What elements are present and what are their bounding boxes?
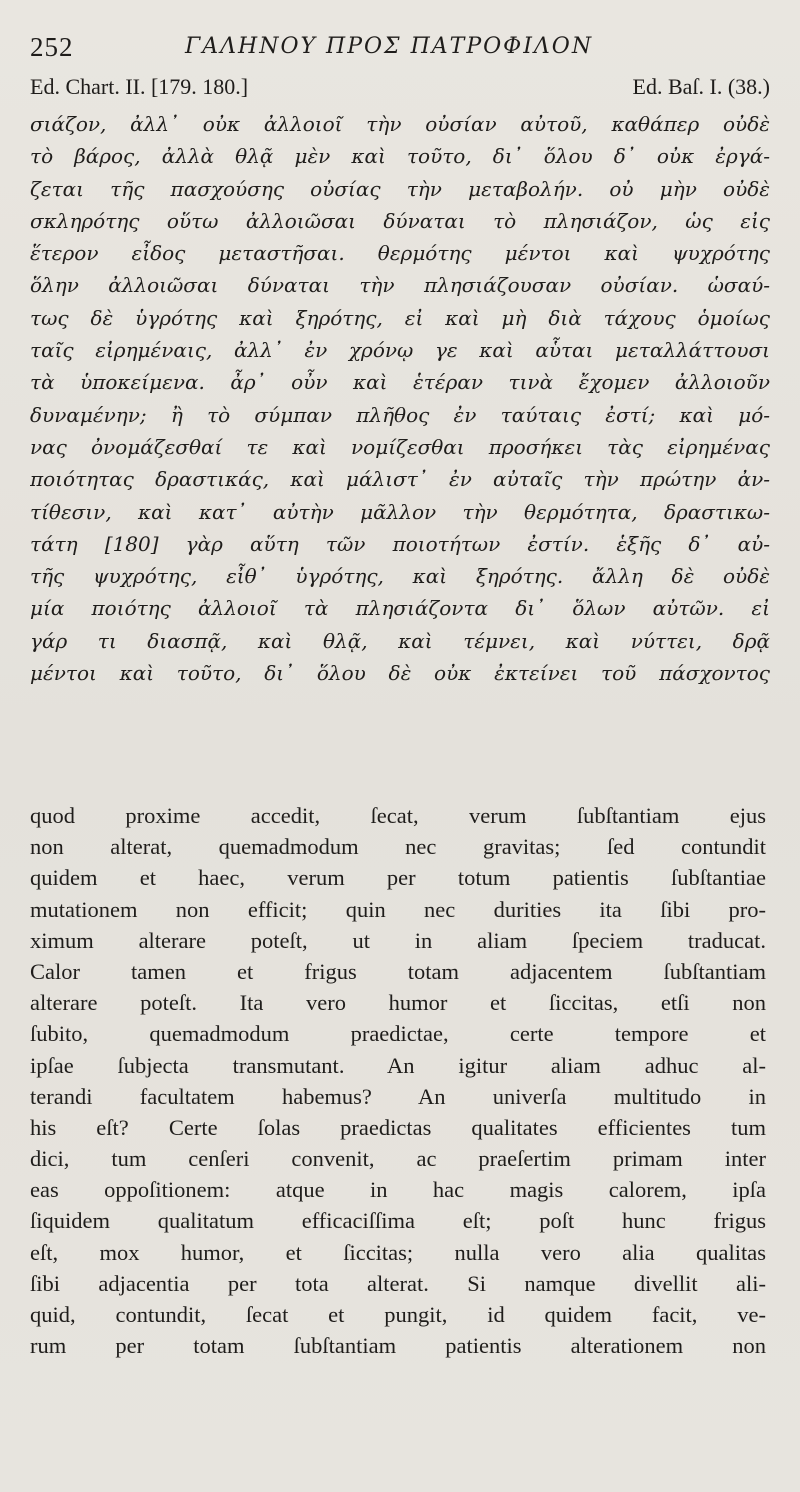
edition-basel-reference: Ed. Baſ. I. (38.) [632, 74, 770, 99]
greek-text-line: δυναμένην; ἢ τὸ σύμπαν πλῆθος ἐν ταύταις ἐστί; καὶ μό- [30, 402, 770, 427]
latin-text-line: his eſt? Certe ſolas praedictas qualitates efficientes tum [30, 1114, 766, 1140]
greek-text-line: τίθεσιν, καὶ κατ᾽ αὐτὴν μᾶλλον τὴν θερμότητα, δραστικω- [30, 499, 770, 524]
greek-text-block [30, 108, 770, 689]
greek-text-line: τως δὲ ὑγρότης καὶ ξηρότης, εἰ καὶ μὴ διὰ τάχους ὁμοίως [30, 305, 770, 330]
greek-text-line: τὰ ὑποκείμενα. ἆρ᾽ οὖν καὶ ἑτέραν τινὰ ἔχομεν ἀλλοιοῦν [30, 370, 770, 395]
latin-text-line: ximum alterare poteſt, ut in aliam ſpeciem traducat. [30, 927, 766, 953]
latin-text-line: mutationem non efficit; quin nec durities ita ſibi pro- [30, 896, 766, 922]
latin-text-block [30, 800, 766, 1361]
latin-text-line: quod proxime accedit, ſecat, verum ſubſtantiam ejus [30, 803, 766, 828]
latin-text-line: dici, tum cenſeri convenit, ac praeſertim primam inter [30, 1146, 766, 1172]
latin-text-line: ſiquidem qualitatum efficaciſſima eſt; poſt hunc frigus [30, 1208, 766, 1234]
greek-text-line: ζεται τῆς πασχούσης οὐσίας τὴν μεταβολήν. οὐ μὴν οὐδὲ [30, 176, 770, 201]
latin-text-line: ſubito, quemadmodum praedictae, certe tempore et [30, 1021, 766, 1047]
greek-text-line: ταῖς εἰρημέναις, ἀλλ᾽ ἐν χρόνῳ γε καὶ αὗται μεταλλάττουσι [30, 338, 770, 363]
greek-text-line: μία ποιότης ἀλλοιοῖ τὰ πλησιάζοντα δι᾽ ὅλων αὐτῶν. εἰ [30, 596, 770, 621]
greek-text-line: ἕτερον εἶδος μεταστῆσαι. θερμότης μέντοι καὶ ψυχρότης [30, 241, 770, 266]
latin-text-line: Calor tamen et frigus totam adjacentem ſubſtantiam [30, 958, 766, 984]
latin-text-line: ſibi adjacentia per tota alterat. Si namque divellit ali- [30, 1270, 766, 1296]
latin-text-line: alterare poteſt. Ita vero humor et ſiccitas, etſi non [30, 990, 766, 1016]
latin-text-line: ipſae ſubjecta transmutant. An igitur aliam adhuc al- [30, 1052, 766, 1078]
greek-text-line: ποιότητας δραστικάς, καὶ μάλιστ᾽ ἐν αὐταῖς τὴν πρώτην ἀν- [30, 467, 770, 492]
running-head [30, 32, 770, 68]
greek-text-line: νας ὀνομάζεσθαί τε καὶ νομίζεσθαι προσήκει τὰς εἰρημένας [30, 434, 770, 459]
latin-text-line: quid, contundit, ſecat et pungit, id quidem facit, ve- [30, 1302, 766, 1327]
latin-text-line: quidem et haec, verum per totum patientis ſubſtantiae [30, 865, 766, 891]
latin-text-line: eas oppoſitionem: atque in hac magis calorem, ipſa [30, 1177, 766, 1203]
page-number: 252 [30, 32, 74, 62]
latin-text-line: terandi facultatem habemus? An univerſa multitudo in [30, 1083, 766, 1109]
running-title: ΓΑΛΗΝΟΥ ΠΡΟΣ ΠΑΤΡΟΦΙΛΟΝ [185, 34, 594, 59]
greek-text-line: ὅλην ἀλλοιῶσαι δύναται τὴν πλησιάζουσαν οὐσίαν. ὡσαύ- [30, 273, 770, 298]
latin-text-line: rum per totam ſubſtantiam patientis alterationem non [30, 1333, 766, 1359]
edition-chart-reference: Ed. Chart. II. [179. 180.] [30, 74, 249, 99]
edition-reference-line [30, 74, 770, 104]
greek-text-line: τῆς ψυχρότης, εἶθ᾽ ὑγρότης, καὶ ξηρότης. ἄλλη δὲ οὐδὲ [30, 564, 770, 589]
greek-text-line: σκληρότης οὕτω ἀλλοιῶσαι δύναται τὸ πλησιάζον, ὡς εἰς [30, 208, 770, 233]
greek-text-line: γάρ τι διασπᾷ, καὶ θλᾷ, καὶ τέμνει, καὶ νύττει, δρᾷ [30, 628, 770, 653]
greek-text-line: σιάζον, ἀλλ᾽ οὐκ ἀλλοιοῖ τὴν οὐσίαν αὐτοῦ, καθάπερ οὐδὲ [30, 112, 770, 136]
latin-text-line: eſt, mox humor, et ſiccitas; nulla vero alia qualitas [30, 1239, 766, 1265]
latin-text-line: non alterat, quemadmodum nec gravitas; ſed contundit [30, 834, 766, 860]
greek-text-line: μέντοι καὶ τοῦτο, δι᾽ ὅλου δὲ οὐκ ἐκτείνει τοῦ πάσχοντος [30, 661, 770, 686]
greek-text-line: τὸ βάρος, ἀλλὰ θλᾷ μὲν καὶ τοῦτο, δι᾽ ὅλου δ᾽ οὐκ ἐργά- [30, 144, 770, 169]
greek-text-line: τάτη [180] γὰρ αὕτη τῶν ποιοτήτων ἐστίν. ἑξῆς δ᾽ αὐ- [30, 531, 770, 556]
